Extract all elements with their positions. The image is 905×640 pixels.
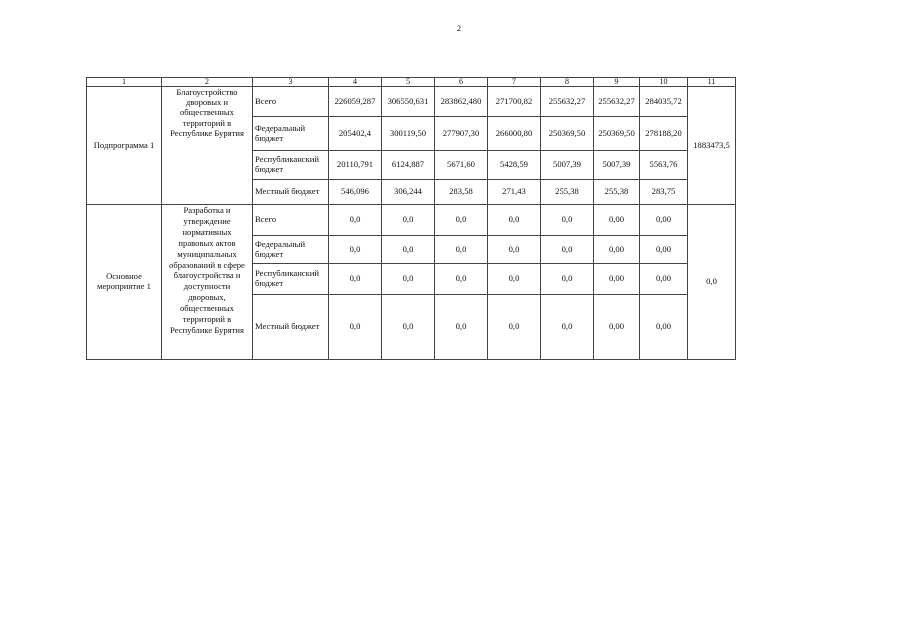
value-cell: 0,00: [594, 236, 640, 264]
value-cell: 0,0: [488, 205, 541, 236]
value-cell: 0,0: [329, 205, 382, 236]
value-cell: 255,38: [594, 180, 640, 205]
activity-name-cell: Основное мероприятие 1: [87, 205, 162, 360]
source-cell: Федеральный бюджет: [253, 117, 329, 151]
header-row: [87, 78, 736, 87]
program-description-cell: Благоустройство дворовых и общественных территорий в Республике Бурятия: [162, 87, 253, 205]
value-cell: 283,58: [435, 180, 488, 205]
table-row: [87, 87, 736, 117]
header-cell: 3: [253, 78, 329, 87]
program-name-cell: Подпрограмма 1: [87, 87, 162, 205]
value-cell: 0,0: [541, 205, 594, 236]
value-cell: 306550,631: [382, 87, 435, 117]
value-cell: 0,0: [382, 264, 435, 295]
value-cell: 0,00: [640, 264, 688, 295]
value-cell: 0,0: [382, 205, 435, 236]
value-cell: 5671,60: [435, 151, 488, 180]
table-row: [87, 205, 736, 236]
value-cell: 0,0: [541, 264, 594, 295]
value-cell: 0,0: [488, 264, 541, 295]
source-cell: Республиканский бюджет: [253, 264, 329, 295]
value-cell: 0,0: [435, 295, 488, 360]
value-cell: 255,38: [541, 180, 594, 205]
value-cell: 0,00: [594, 205, 640, 236]
value-cell: 306,244: [382, 180, 435, 205]
value-cell: 0,0: [488, 236, 541, 264]
header-cell: 9: [594, 78, 640, 87]
value-cell: 250369,50: [541, 117, 594, 151]
header-cell: 8: [541, 78, 594, 87]
value-cell: 0,00: [640, 205, 688, 236]
value-cell: 226059,287: [329, 87, 382, 117]
value-cell: 5007,39: [541, 151, 594, 180]
value-cell: 0,0: [382, 236, 435, 264]
value-cell: 284035,72: [640, 87, 688, 117]
header-cell: 5: [382, 78, 435, 87]
value-cell: 5007,39: [594, 151, 640, 180]
source-cell: Местный бюджет: [253, 295, 329, 360]
header-cell: 4: [329, 78, 382, 87]
value-cell: 0,0: [382, 295, 435, 360]
value-cell: 5563,76: [640, 151, 688, 180]
value-cell: 0,00: [594, 295, 640, 360]
value-cell: 250369,50: [594, 117, 640, 151]
source-cell: Местный бюджет: [253, 180, 329, 205]
value-cell: 0,0: [488, 295, 541, 360]
page-number: 2: [457, 24, 461, 33]
value-cell: 300119,50: [382, 117, 435, 151]
header-cell: 6: [435, 78, 488, 87]
value-cell: 0,0: [329, 236, 382, 264]
value-cell: 6124,887: [382, 151, 435, 180]
value-cell: 255632,27: [541, 87, 594, 117]
value-cell: 266000,80: [488, 117, 541, 151]
value-cell: 0,0: [541, 236, 594, 264]
value-cell: 283,75: [640, 180, 688, 205]
header-cell: 10: [640, 78, 688, 87]
header-cell: 2: [162, 78, 253, 87]
value-cell: 0,0: [329, 264, 382, 295]
value-cell: 271,43: [488, 180, 541, 205]
value-cell: 20110,791: [329, 151, 382, 180]
value-cell: 0,0: [329, 295, 382, 360]
value-cell: 0,0: [435, 236, 488, 264]
value-cell: 546,096: [329, 180, 382, 205]
value-cell: 255632,27: [594, 87, 640, 117]
header-cell: 1: [87, 78, 162, 87]
value-cell: 0,0: [435, 205, 488, 236]
value-cell: 283862,480: [435, 87, 488, 117]
value-cell: 0,00: [594, 264, 640, 295]
header-cell: 7: [488, 78, 541, 87]
source-cell: Республиканский бюджет: [253, 151, 329, 180]
value-cell: 5428,59: [488, 151, 541, 180]
total-cell: 1883473,5: [688, 87, 736, 205]
value-cell: 271700,82: [488, 87, 541, 117]
source-cell: Всего: [253, 87, 329, 117]
budget-table: [86, 77, 736, 360]
value-cell: 0,0: [435, 264, 488, 295]
total-cell: 0,0: [688, 205, 736, 360]
value-cell: 0,00: [640, 295, 688, 360]
value-cell: 277907,30: [435, 117, 488, 151]
source-cell: Всего: [253, 205, 329, 236]
header-cell: 11: [688, 78, 736, 87]
value-cell: 205402,4: [329, 117, 382, 151]
activity-description-cell: Разработка и утверждение нормативных правовых актов муниципальных образований в сфере благоустройства и доступности дворовых, общественных территорий в Республике Бурятия: [162, 205, 253, 360]
source-cell: Федеральный бюджет: [253, 236, 329, 264]
value-cell: 0,00: [640, 236, 688, 264]
value-cell: 278188,20: [640, 117, 688, 151]
value-cell: 0,0: [541, 295, 594, 360]
